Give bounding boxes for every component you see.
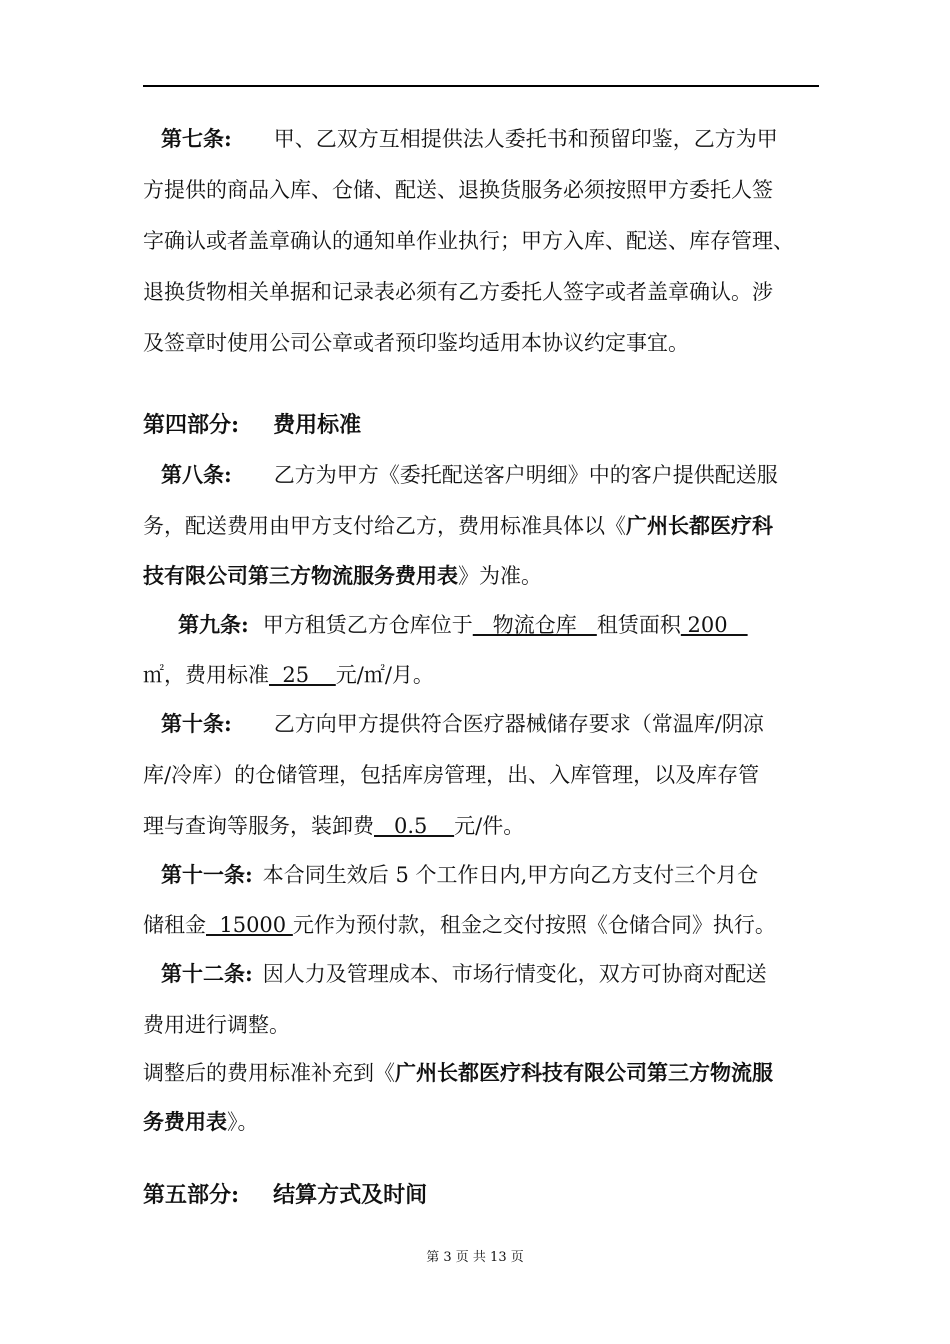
article12-label: 第十二条: [161, 961, 253, 986]
part5-title: 结算方式及时间 [273, 1182, 428, 1208]
article12-line4 [143, 1107, 259, 1137]
article8-label: 第八条: [161, 462, 232, 487]
article12-text3: 调整后的费用标准补充到《 [143, 1061, 395, 1085]
article8-line2 [143, 511, 773, 541]
article7-line4: 退换货物相关单据和记录表必须有乙方委托人签字或者盖章确认。涉 [143, 280, 773, 304]
part4-label: 第四部分: [143, 412, 240, 438]
deposit-field: 15000 [206, 913, 293, 937]
article11-text2: 储租金 [143, 913, 206, 937]
article8-text2: 务，配送费用由甲方支付给乙方，费用标准具体以《 [143, 514, 626, 538]
article10-line2: 库/冷库）的仓储管理，包括库房管理，出、入库管理，以及库存管 [143, 763, 760, 787]
article7-line2: 方提供的商品入库、仓储、配送、退换货服务必须按照甲方委托人签 [143, 178, 773, 202]
article11-text: 本合同生效后 5 个工作日内,甲方向乙方支付三个月仓 [262, 863, 759, 887]
article10-line1 [143, 709, 764, 739]
article11-line1 [143, 860, 758, 890]
article12-doc-name-cont: 务费用表 [143, 1109, 227, 1134]
article8-line3 [143, 561, 542, 591]
article10-label: 第十条: [161, 711, 232, 736]
article12-line3 [143, 1058, 773, 1088]
article7-line3: 字确认或者盖章确认的通知单作业执行；甲方入库、配送、库存管理、 [143, 229, 794, 253]
article9-text4: 元/㎡/月。 [335, 663, 434, 687]
article12-doc-name: 广州长都医疗科技有限公司第三方物流服 [395, 1060, 773, 1085]
article10-line3 [143, 811, 524, 841]
article7-text: 甲、乙双方互相提供法人委托书和预留印鉴，乙方为甲 [273, 127, 778, 151]
article9-text3: ㎡，费用标准 [143, 663, 269, 687]
article12-text: 因人力及管理成本、市场行情变化，双方可协商对配送 [262, 962, 767, 986]
article10-text: 乙方向甲方提供符合医疗器械储存要求（常温库/阴凉 [273, 712, 764, 736]
article9-line1 [143, 610, 748, 640]
part4-heading [143, 410, 361, 440]
article7-label: 第七条: [161, 126, 232, 151]
article12-text4: 》。 [227, 1110, 259, 1134]
article9-text2: 租赁面积 [596, 613, 681, 637]
article8-doc-name: 广州长都医疗科 [626, 513, 773, 538]
article7-line1 [143, 124, 778, 154]
page-footer: 第 3 页 共 13 页 [426, 1250, 524, 1265]
part5-heading [143, 1180, 427, 1210]
warehouse-field: 物流仓库 [472, 613, 597, 637]
article10-text3: 理与查询等服务，装卸费 [143, 814, 374, 838]
header-rule [143, 85, 819, 87]
article11-label: 第十一条: [161, 862, 253, 887]
article8-doc-name-cont: 技有限公司第三方物流服务费用表 [143, 563, 458, 588]
part5-label: 第五部分: [143, 1182, 240, 1208]
article12-line1 [143, 959, 767, 989]
area-field: 200 [680, 613, 748, 637]
handling-fee-field: 0.5 [374, 814, 455, 838]
article8-line1 [143, 460, 778, 490]
article11-text3: 元作为预付款，租金之交付按照《仓储合同》执行。 [292, 913, 776, 937]
article10-text4: 元/件。 [454, 814, 525, 838]
article9-label: 第九条: [178, 612, 249, 637]
article9-line2 [143, 660, 434, 690]
part4-title: 费用标准 [273, 412, 362, 438]
rate-field: 25 [269, 663, 336, 687]
article12-line2: 费用进行调整。 [143, 1013, 290, 1037]
article11-line2 [143, 910, 776, 940]
article9-text: 甲方租赁乙方仓库位于 [262, 613, 473, 637]
article7-line5: 及签章时使用公司公章或者预印鉴均适用本协议约定事宜。 [143, 331, 689, 355]
article8-text3: 》为准。 [458, 564, 542, 588]
article8-text: 乙方为甲方《委托配送客户明细》中的客户提供配送服 [273, 463, 778, 487]
